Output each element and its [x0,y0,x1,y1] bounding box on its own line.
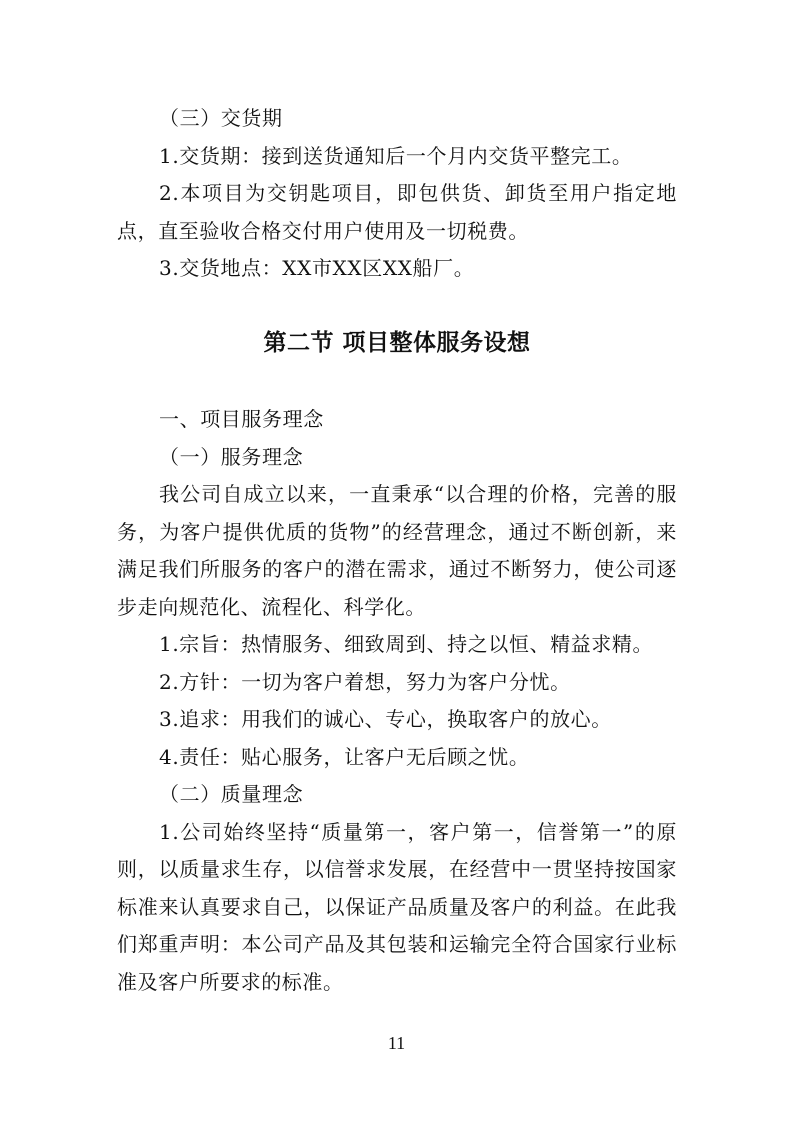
section-title: 第二节 项目整体服务设想 [263,330,531,356]
delivery-heading: （三）交货期 [159,106,283,130]
service-intro-paragraph: 我公司自成立以来，一直秉承“以合理的价格，完善的服务，为客户提供优质的货物”的经营理念，通过不断创新，来满足我们所服务的客户的潜在需求，通过不断努力，使公司逐步走向规范化、流程化、科学化。 [117,482,677,619]
quality-paragraph: 1.公司始终坚持“质量第一，客户第一，信誉第一”的原则，以质量求生存，以信誉求发展，在经营中一贯坚持按国家标准来认真要求自己，以保证产品质量及客户的利益。在此我们郑重声明：本公司产品及其包装和运输完全符合国家行业标准及客户所要求的标准。 [117,819,677,994]
delivery-item-1: 1.交货期：接到送货通知后一个月内交货平整完工。 [159,143,633,168]
service-item-2: 2.方针：一切为客户着想，努力为客户分忧。 [159,669,571,694]
delivery-section [117,100,677,288]
service-concept-section [117,401,677,1001]
service-item-1: 1.宗旨：热情服务、细致周到、持之以恒、精益求精。 [159,632,654,656]
delivery-item-2: 2.本项目为交钥匙项目，即包供货、卸货至用户指定地点，直至验收合格交付用户使用及一切税费。 [117,181,677,243]
delivery-item-3: 3.交货地点：XX市XX区XX船厂。 [159,256,475,280]
page-number: 11 [387,1033,406,1053]
service-item-4: 4.责任：贴心服务，让客户无后顾之忧。 [159,744,530,769]
quality-subheading: （二）质量理念 [159,782,304,806]
service-heading: 一、项目服务理念 [159,407,324,431]
service-subheading-1: （一）服务理念 [159,444,304,469]
service-item-3: 3.追求：用我们的诚心、专心，换取客户的放心。 [159,707,612,731]
